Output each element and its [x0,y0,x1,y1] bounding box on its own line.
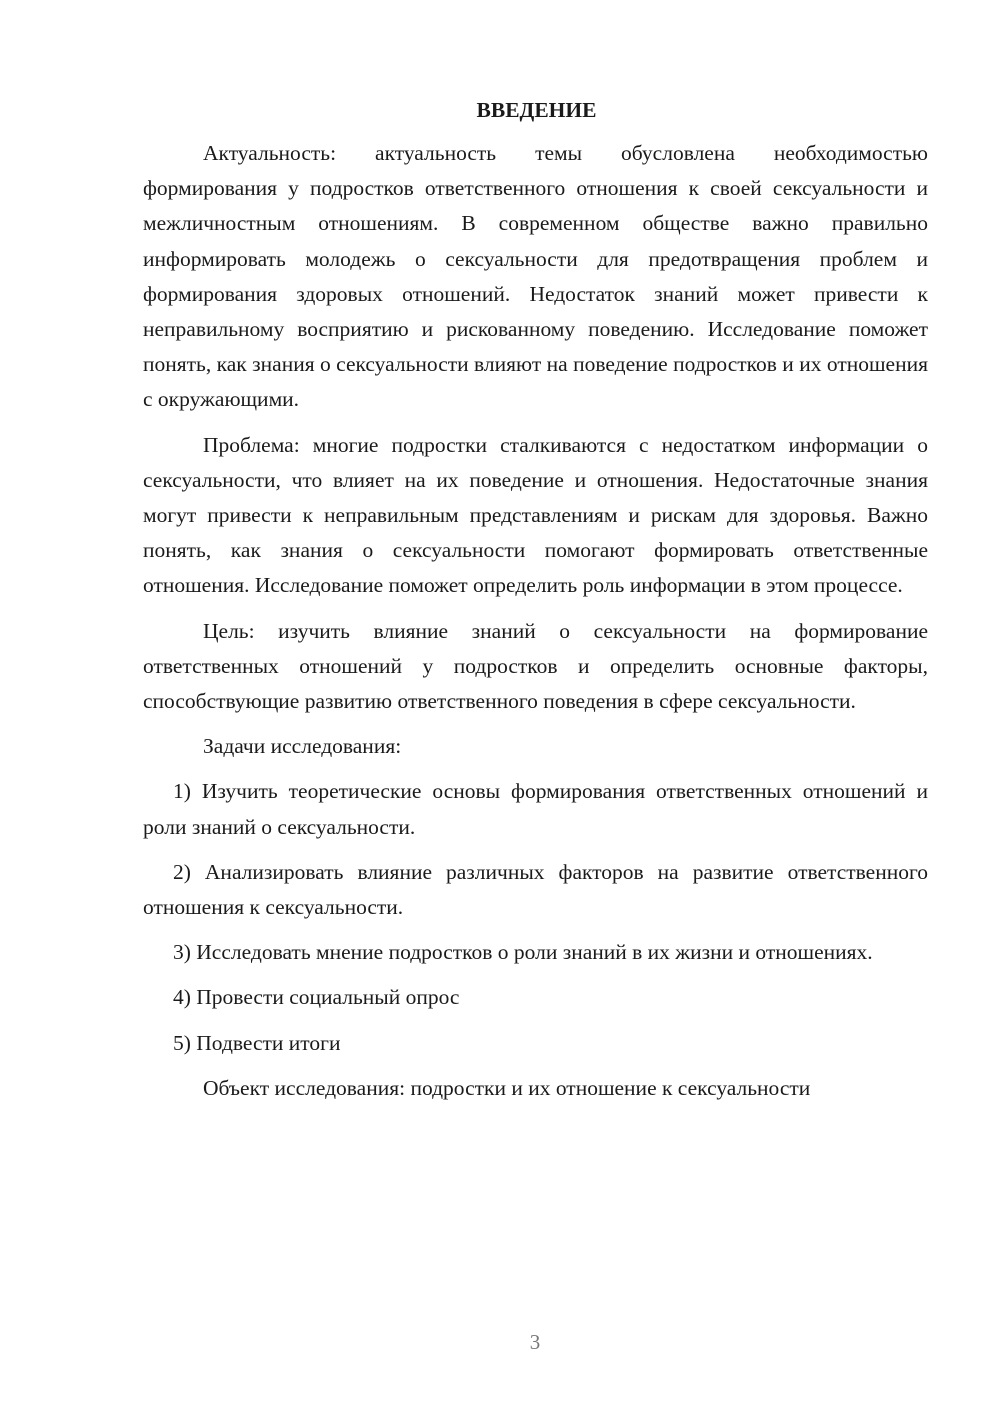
task-item-3: 3) Исследовать мнение подростков о роли знаний в их жизни и отношениях. [173,940,873,965]
problem-paragraph: Проблема: многие подростки сталкиваются с недостатком информации о сексуальности, что влияет на их поведение и отношения. Недостаточные знания могут привести к неправильным представлениям и рискам для здоровья. Важно понять, как знания о сексуальности помогают формировать ответственные отношения. Исследование поможет определить роль информации в этом процессе. [143,432,928,598]
tasks-heading: Задачи исследования: [203,734,402,759]
object-paragraph: Объект исследования: подростки и их отношение к сексуальности [203,1075,811,1100]
goal-paragraph: Цель: изучить влияние знаний о сексуальности на формирование ответственных отношений у подростков и определить основные факторы, способствующие развитию ответственного поведения в сфере сексуальности. [143,618,928,714]
document-page [143,92,928,1116]
relevance-paragraph: Актуальность: актуальность темы обусловлена необходимостью формирования у подростков ответственного отношения к своей сексуальности и межличностным отношениям. В современном обществе важно правильно информировать молодежь о сексуальности для предотвращения проблем и формирования здоровых отношений. Недостаток знаний может привести к неправильному восприятию и рискованному поведению. Исследование поможет понять, как знания о сексуальности влияют на поведение подростков и их отношения с окружающими. [143,141,928,412]
task-item-1: 1) Изучить теоретические основы формирования ответственных отношений и роли знаний о сексуальности. [143,779,928,839]
page-number: 3 [529,1330,541,1354]
task-item-4: 4) Провести социальный опрос [173,985,460,1010]
task-item-5: 5) Подвести итоги [173,1030,341,1055]
task-item-2: 2) Анализировать влияние различных факторов на развитие ответственного отношения к сексуальности. [143,859,928,920]
page-title: ВВЕДЕНИЕ [476,98,597,122]
